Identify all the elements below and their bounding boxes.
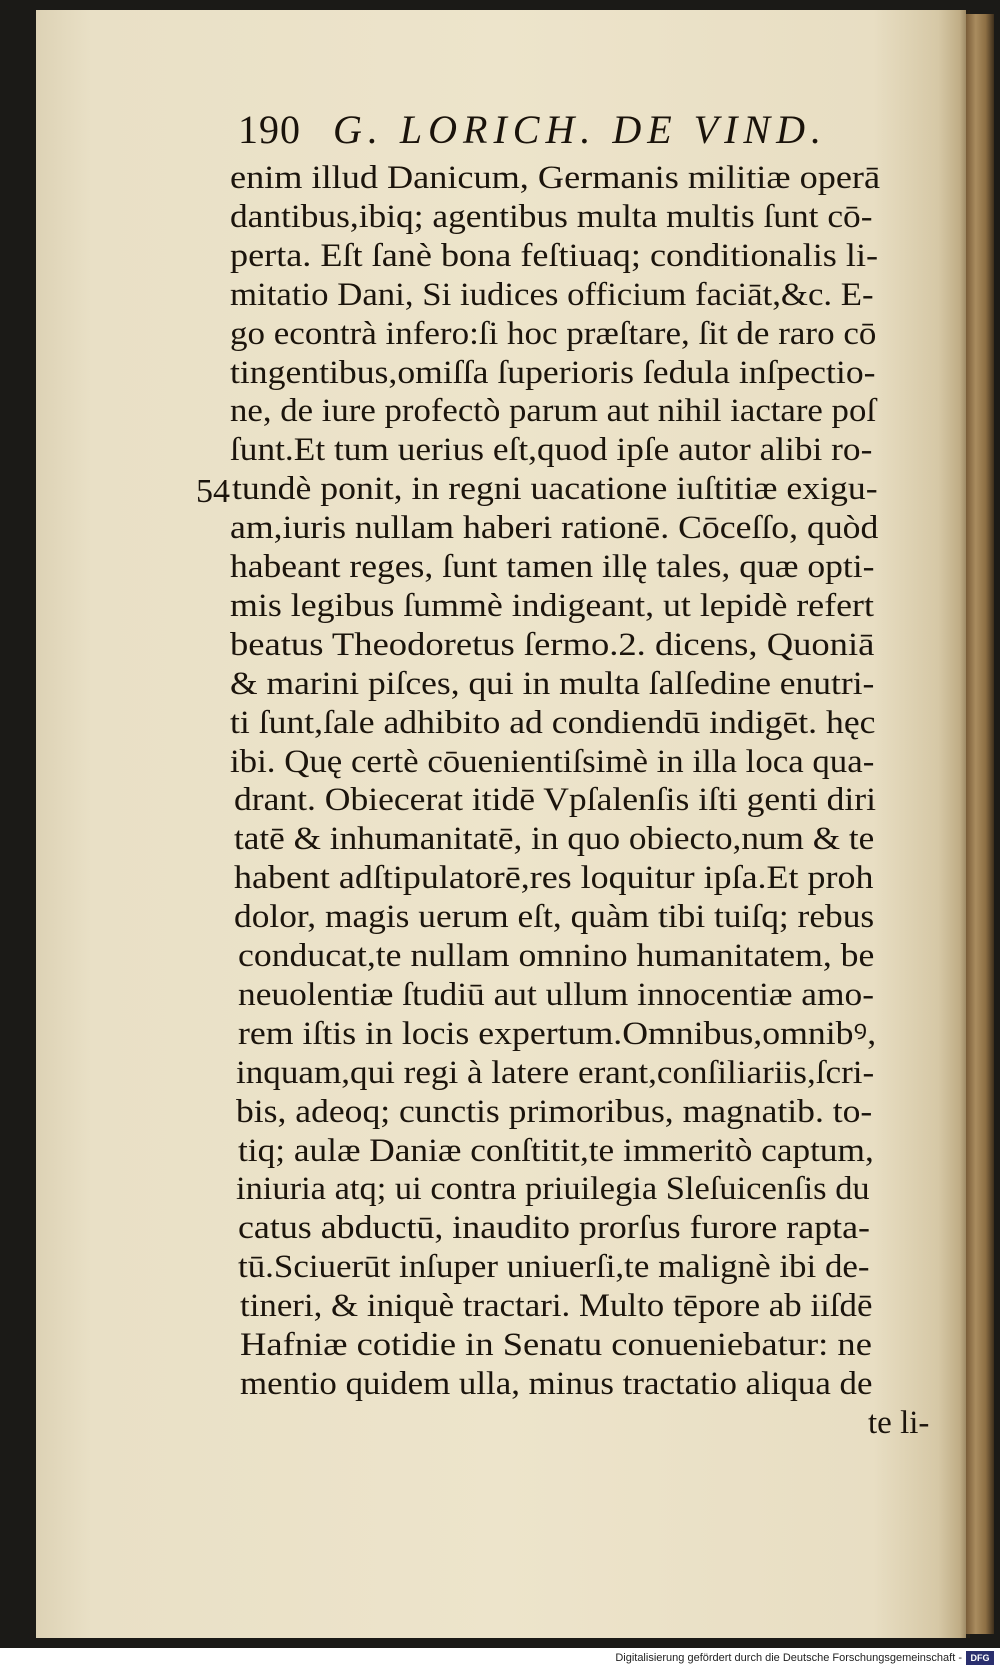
text-line: tingentibus,omiſſa ſuperioris ſedula inſpectio- — [230, 355, 876, 391]
text-line: ibi. Quę certè cōuenientiſsimè in illa loca qua- — [230, 744, 875, 780]
text-line: tundè ponit, in regni uacatione iuſtitiæ exigu- — [232, 471, 878, 507]
text-line: go econtrà infero:ſi hoc præſtare, ſit de raro cō — [230, 316, 877, 352]
text-line: dantibus,ibiq; agentibus multa multis ſunt cō- — [230, 199, 873, 235]
catchword: te li- — [868, 1405, 930, 1441]
text-line: dolor, magis uerum eſt, quàm tibi tuiſq; rebus — [234, 899, 875, 935]
text-line: drant. Obiecerat itidē Vpſalenſis iſti genti diri — [234, 782, 876, 818]
text-line: ſunt.Et tum uerius eſt,quod ipſe autor alibi ro- — [230, 432, 873, 468]
text-line: & marini piſces, qui in multa ſalſedine enutri- — [230, 666, 875, 702]
running-title: G. LORICH. DE VIND. — [333, 107, 827, 152]
text-line: catus abductū, inaudito prorſus furore rapta- — [238, 1210, 870, 1246]
margin-note: 54 — [196, 473, 230, 510]
text-line: iniuria atq; ui contra priuilegia Sleſuicenſis du — [236, 1171, 870, 1207]
text-line: habeant reges, ſunt tamen illę tales, quæ opti- — [230, 549, 875, 585]
text-line: enim illud Danicum, Germanis militiæ operā — [230, 160, 881, 196]
text-line: inquam,qui regi à latere erant,conſiliariis,ſcri- — [236, 1055, 875, 1091]
text-line: perta. Eſt ſanè bona feſtiuaq; conditionalis li- — [230, 238, 879, 274]
text-line: tū.Sciuerūt inſuper uniuerſi,te malignè ibi de- — [238, 1249, 870, 1285]
dfg-logo: DFG — [966, 1651, 994, 1665]
page-number: 190 — [238, 107, 301, 152]
text-line: mentio quidem ulla, minus tractatio aliqua de — [240, 1366, 873, 1402]
text-line: mitatio Dani, Si iudices officium faciāt,&c. E- — [230, 277, 874, 313]
text-line: mis legibus ſummè indigeant, ut lepidè refert — [230, 588, 874, 624]
text-line: rem iſtis in locis expertum.Omnibus,omnibꝰ, — [238, 1016, 877, 1052]
text-line: am,iuris nullam haberi rationē. Cōceſſo, quòd — [230, 510, 879, 546]
text-line: beatus Theodoretus ſermo.2. dicens, Quoniā — [230, 627, 875, 663]
text-line: conducat,te nullam omnino humanitatem, be — [238, 938, 875, 974]
text-line: tatē & inhumanitatē, in quo obiecto,num & te — [234, 821, 875, 857]
text-line: habent adſtipulatorē,res loquitur ipſa.Et proh — [234, 860, 874, 896]
text-line: tineri, & iniquè tractari. Multo tēpore ab iiſdē — [240, 1288, 873, 1324]
text-line: Hafniæ cotidie in Senatu conueniebatur: ne — [240, 1327, 872, 1363]
text-line: ti ſunt,ſale adhibito ad condiendū indigēt. hęc — [230, 705, 876, 741]
text-line: ne, de iure profectò parum aut nihil iactare poſ — [230, 393, 876, 429]
text-line: tiq; aulæ Daniæ conſtitit,te immeritò captum, — [238, 1133, 874, 1169]
text-line: neuolentiæ ſtudiū aut ullum innocentiæ amo- — [238, 977, 875, 1013]
text-line: bis, adeoq; cunctis primoribus, magnatib. to- — [236, 1094, 873, 1130]
page-edge — [966, 14, 994, 1634]
footer-credit: Digitalisierung gefördert durch die Deutsche Forschungsgemeinschaft - — [615, 1652, 962, 1664]
